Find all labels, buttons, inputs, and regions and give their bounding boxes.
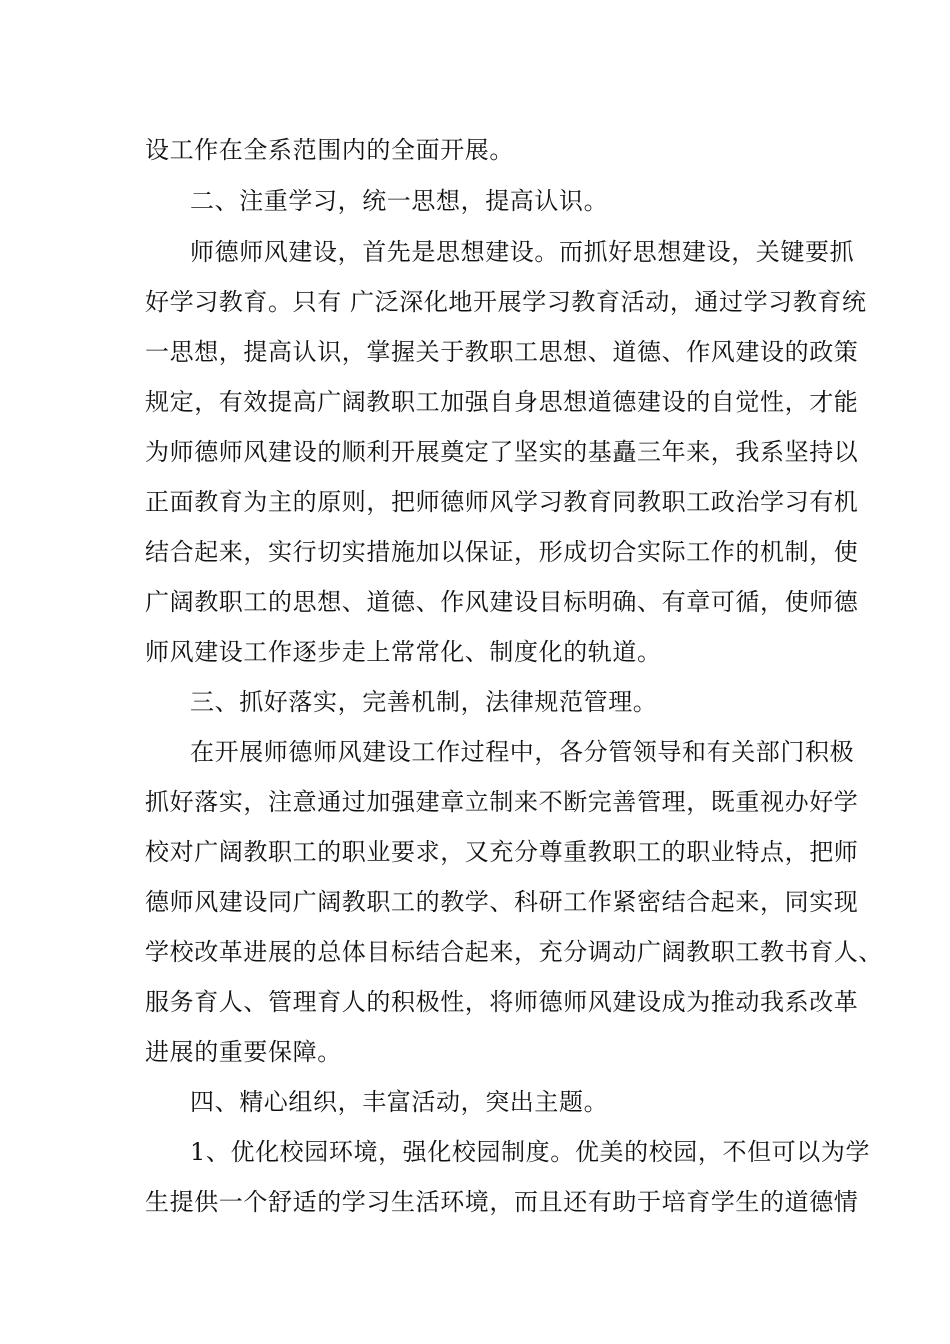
text-line: 德师风建设同广阔教职工的教学、科研工作紧密结合起来，同实现 (145, 888, 859, 916)
section-heading: 二、注重学习，统一思想，提高认识。 (190, 187, 609, 215)
text-line: 进展的重要保障。 (145, 1038, 342, 1066)
text-line: 广阔教职工的思想、道德、作风建设目标明确、有章可循，使师德 (145, 588, 859, 616)
text-line: 学校改革进展的总体目标结合起来，充分调动广阔教职工教书育人、 (145, 938, 883, 966)
text-line: 一思想，提高认识，掌握关于教职工思想、道德、作风建设的政策 (145, 338, 859, 366)
text-line: 结合起来，实行切实措施加以保证，形成切合实际工作的机制，使 (145, 538, 859, 566)
text-line: 校对广阔教职工的职业要求，又充分尊重教职工的职业特点，把师 (145, 838, 859, 866)
text-line: 为师德师风建设的顺利开展奠定了坚实的基矗三年来，我系坚持以 (145, 438, 859, 466)
section-heading: 四、精心组织，丰富活动，突出主题。 (190, 1088, 609, 1116)
text-line: 好学习教育。只有 广泛深化地开展学习教育活动，通过学习教育统 (145, 288, 867, 316)
text-line: 抓好落实，注意通过加强建章立制来不断完善管理，既重视办好学 (145, 788, 859, 816)
text-line: 在开展师德师风建设工作过程中，各分管领导和有关部门积极 (190, 738, 855, 766)
text-line: 1、优化校园环境，强化校园制度。优美的校园，不但可以为学 (190, 1138, 871, 1166)
text-line: 服务育人、管理育人的积极性，将师德师风建设成为推动我系改革 (145, 988, 859, 1016)
text-line: 师风建设工作逐步走上常常化、制度化的轨道。 (145, 638, 662, 666)
text-line: 规定，有效提高广阔教职工加强自身思想道德建设的自觉性，才能 (145, 388, 859, 416)
section-heading: 三、抓好落实，完善机制，法律规范管理。 (190, 688, 658, 716)
text-line: 设工作在全系范围内的全面开展。 (145, 136, 514, 164)
text-line: 师德师风建设，首先是思想建设。而抓好思想建设，关键要抓 (190, 238, 855, 266)
text-line: 正面教育为主的原则，把师德师风学习教育同教职工政治学习有机 (145, 488, 859, 516)
text-line: 生提供一个舒适的学习生活环境，而且还有助于培育学生的道德情 (145, 1188, 859, 1216)
